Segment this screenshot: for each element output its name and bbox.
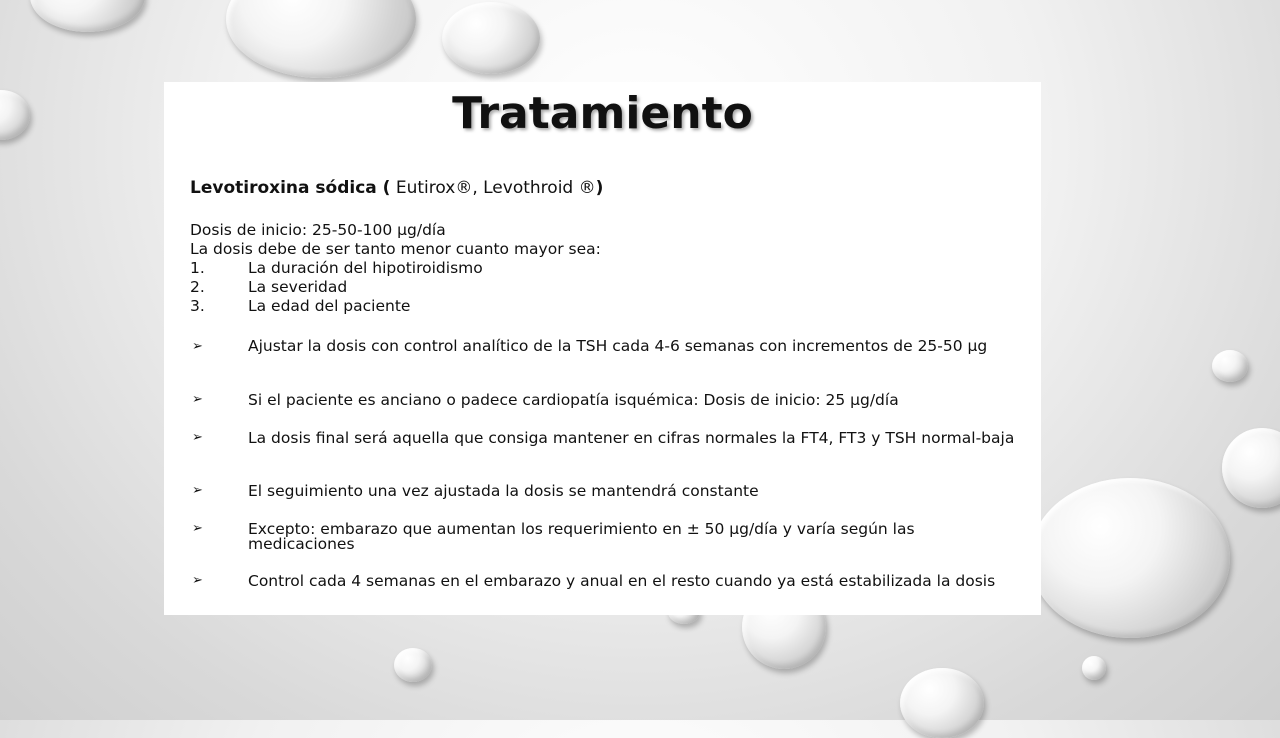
water-drop-decoration (1082, 656, 1106, 680)
water-drop-decoration (0, 90, 30, 140)
content-panel (164, 82, 1041, 615)
bullet-text: Control cada 4 semanas en el embarazo y anual en el resto cuando ya está estabilizada la dosis (248, 572, 996, 590)
bullet-arrow-icon: ➢ (192, 521, 203, 536)
drug-heading-close: ) (595, 178, 604, 198)
water-drop-decoration (1030, 478, 1230, 638)
bullet-text: Ajustar la dosis con control analítico de la TSH cada 4-6 semanas con incrementos de 25-50 µg (248, 337, 988, 355)
bullet-arrow-icon: ➢ (192, 339, 203, 354)
bullet-text: Excepto: embarazo que aumentan los requerimiento en ± 50 µg/día y varía según las medicaciones (248, 520, 915, 553)
dose-rule-text: La dosis debe de ser tanto menor cuanto mayor sea: (190, 240, 601, 258)
bullet-arrow-icon: ➢ (192, 430, 203, 445)
factor-text: La duración del hipotiroidismo (248, 259, 483, 277)
factor-number: 1. (190, 259, 205, 277)
drug-heading (190, 178, 603, 198)
dose-start-text: Dosis de inicio: 25-50-100 µg/día (190, 221, 446, 239)
bullet-arrow-icon: ➢ (192, 392, 203, 407)
factor-text: La edad del paciente (248, 297, 411, 315)
bullet-text: Si el paciente es anciano o padece cardiopatía isquémica: Dosis de inicio: 25 µg/día (248, 391, 899, 409)
factor-number: 3. (190, 297, 205, 315)
bullet-text: El seguimiento una vez ajustada la dosis se mantendrá constante (248, 482, 759, 500)
water-drop-decoration (394, 648, 432, 682)
drug-brands: Eutirox®, Levothroid ® (390, 178, 596, 198)
bullet-arrow-icon: ➢ (192, 573, 203, 588)
bullet-arrow-icon: ➢ (192, 483, 203, 498)
factor-number: 2. (190, 278, 205, 296)
water-drop-decoration (1212, 350, 1248, 382)
water-drop-decoration (900, 668, 984, 738)
slide-title: Tratamiento (452, 88, 753, 139)
water-drop-decoration (30, 0, 145, 32)
bullet-text: La dosis final será aquella que consiga mantener en cifras normales la FT4, FT3 y TSH normal-baja (248, 429, 1015, 447)
water-drop-decoration (442, 2, 540, 74)
water-drop-decoration (1222, 428, 1280, 508)
water-drop-decoration (226, 0, 416, 78)
factor-text: La severidad (248, 278, 348, 296)
drug-name: Levotiroxina sódica ( (190, 178, 391, 198)
